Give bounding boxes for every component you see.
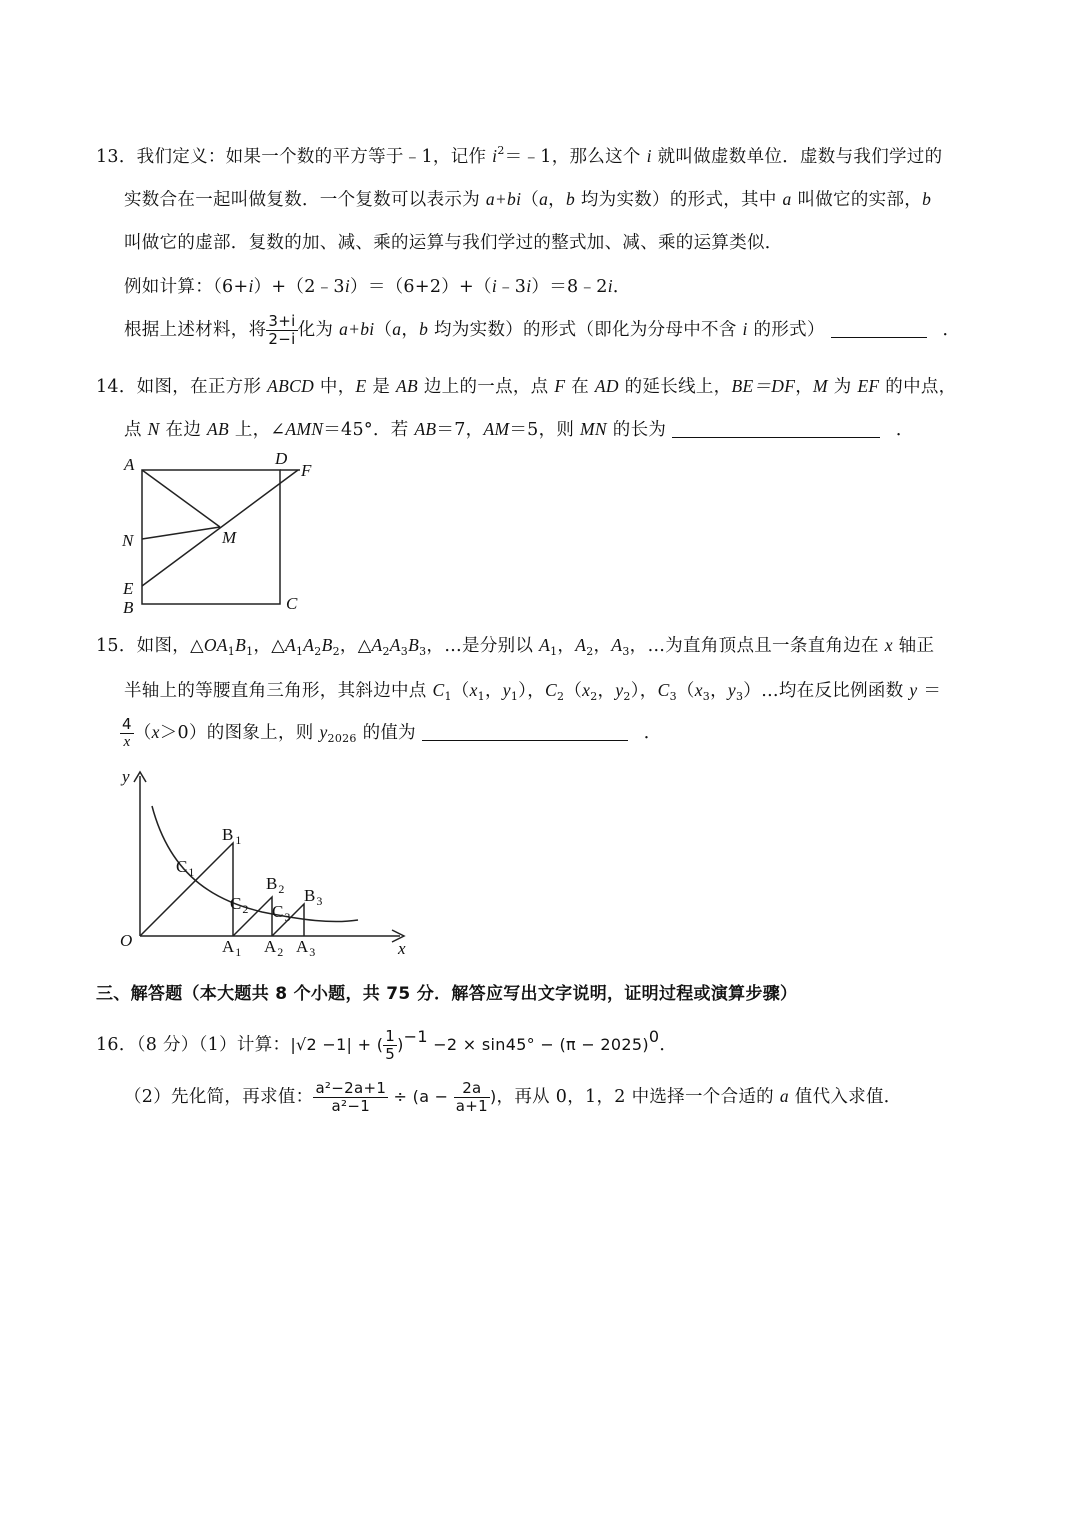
label-d: D — [275, 449, 288, 468]
q15-graph-figure — [112, 762, 422, 967]
q15-line1: 15．如图，$\triangle OA_1B_1$，$\triangle A_1A_2B_2$，$\triangle A_2A_3B_3$，…是分别以 $A_1$，$A_2$，$A_3$，…为直角顶点且一条直角边在 x 轴正 — [96, 635, 935, 658]
square-abcd — [142, 470, 280, 604]
label-b2: $B_2$ — [266, 874, 285, 896]
q13-line2: 实数合在一起叫做复数．一个复数可以表示为 a+bi（a，b 均为实数）的形式，其中 a 叫做它的实部，b — [124, 189, 932, 210]
label-a: A — [124, 455, 135, 474]
q14-square-figure — [112, 448, 332, 620]
axis-label-x: x — [398, 939, 406, 958]
label-b3: $B_3$ — [304, 886, 323, 908]
q14-line2: 点 N 在边 AB 上，∠AMN＝45°．若 AB＝7，AM＝5，则 MN 的长为 ． — [124, 419, 914, 440]
label-e: E — [123, 579, 134, 598]
q16-fraction-2: $\frac{2a}{a+1}$ — [455, 1079, 488, 1115]
label-a2: $A_2$ — [264, 937, 284, 959]
q16-fraction-one-fifth: $\frac{1}{5}$ — [385, 1027, 396, 1063]
label-b1: B $_1$ — [222, 825, 242, 847]
q13-example: 例如计算：（6+i）+（2﹣3i）＝（6+2）+（i﹣3i）＝8﹣2i． — [124, 276, 631, 297]
q13-line1: 13．我们定义：如果一个数的平方等于﹣1，记作 $i^2=﹣1$，那么这个 i 就叫做虚数单位．虚数与我们学过的 — [96, 144, 943, 167]
q15-line2: 半轴上的等腰直角三角形，其斜边中点 $C_1(x_1$，$y_1$），$C_2(x_2$，$y_2$），$C_3(x_3$，$y_3)\dots$均在反比例函数 y ＝ — [124, 680, 942, 703]
q16-part2: （2）先化简，再求值： $\frac{\text{a²−2a+1}}{\text{a²−1}}$ ÷ (a − $\frac{2a}{a+1}$ )，再从 0，1，2 中选择一个合适的 a 值代入求值． — [124, 1079, 902, 1115]
label-a3: $A_3$ — [296, 937, 316, 959]
axis-label-y: y — [122, 767, 130, 786]
q15-function-fraction: $\frac{4}{x}$ — [122, 715, 132, 750]
label-b: B — [123, 598, 134, 617]
label-c: C — [286, 594, 298, 613]
label-c1: $C_1$ — [176, 857, 195, 879]
q14-line1: 14．如图，在正方形 ABCD 中，E 是 AB 边上的一点，点 F 在 AD 的延长线上，BE＝DF，M 为 EF 的中点， — [96, 376, 957, 397]
q16-fraction-1: $\frac{\text{a²−2a+1}}{\text{a²−1}}$ — [315, 1079, 387, 1115]
label-a1: $A_1$ — [222, 937, 242, 959]
q13-line3: 叫做它的虚部．复数的加、减、乘的运算与我们学过的整式加、减、乘的运算类似． — [124, 233, 783, 253]
q15-line3: $\frac{4}{x}$ （x＞0）的图象上，则 $y_{2026}$ 的值为 ． — [122, 715, 662, 750]
q13-answer-blank[interactable] — [831, 319, 927, 338]
label-m: M — [222, 528, 237, 547]
label-n: N — [122, 531, 134, 550]
q15-answer-blank[interactable] — [422, 722, 628, 741]
q13-question: 根据上述材料，将 $\frac{3+i}{2-i}$ 化为 a+bi（a，b 均为实数）的形式（即化为分母中不含 i 的形式） ． — [124, 312, 961, 348]
q14-answer-blank[interactable] — [672, 419, 880, 438]
label-o: O — [120, 931, 133, 950]
label-f: F — [301, 461, 312, 480]
label-c3: $C_3$ — [272, 902, 291, 924]
q13-fraction: $\frac{3+i}{2-i}$ — [268, 312, 296, 348]
label-c2: $C_2$ — [230, 894, 249, 916]
segment-am — [142, 470, 220, 527]
q16-part1: 16．（8 分）（1）计算：|√2 −1| + ( $\frac{1}{5}$ )−1 −2 × sin45° − (π − 2025)0． — [96, 1027, 678, 1063]
section-3-heading: 三、解答题（本大题共 8 个小题，共 75 分．解答应写出文字说明，证明过程或演算步骤） — [96, 984, 798, 1004]
